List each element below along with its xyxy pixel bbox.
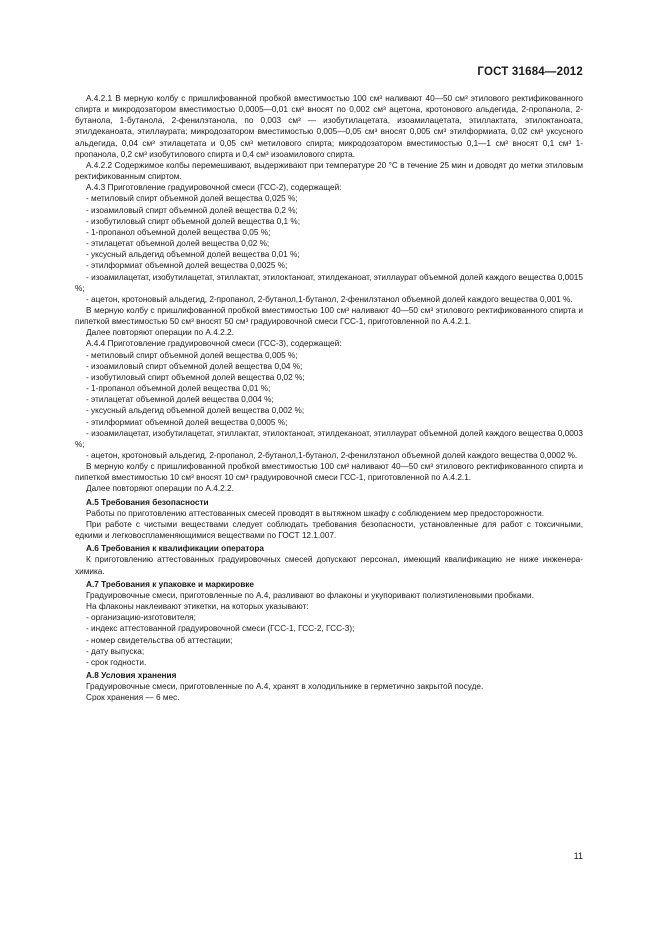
list-item: - изоамиловый спирт объемной долей вещества 0,2 %; <box>86 205 298 215</box>
list-item: - ацетон, кротоновый альдегид, 2-пропанол, 2-бутанол,1-бутанол, 2-фенилэтанол объемной долей каждого вещества 0,001 %. <box>86 294 573 304</box>
list-item: - метиловый спирт объемной долей вещества 0,005 %; <box>86 350 298 360</box>
document-body <box>75 93 583 703</box>
paragraph: Работы по приготовлению аттестованных смесей проводят в вытяжном шкафу с соблюдением мер предосторожности. <box>86 508 545 518</box>
list-item: - метиловый спирт объемной долей вещества 0,025 %; <box>86 194 298 204</box>
page-number: 11 <box>573 851 583 861</box>
list-item: - срок годности. <box>86 657 147 667</box>
list-item: - изоамилацетат, изобутилацетат, этиллактат, этилоктаноат, этилдеканоат, этиллаурат объемной долей каждого вещества 0,0003 %; <box>75 428 583 449</box>
paragraph: В мерную колбу с пришлифованной пробкой вместимостью 100 см³ наливают 40—50 см³ этилового ректификованного спирта и пипеткой вместимостью 50 см³ вносят 50 см³ градуировочной смеси ГСС-1, приготовленной по А.4.2.1. <box>75 305 583 327</box>
paragraph: Градуировочные смеси, приготовленные по А.4, разливают во флаконы и укупоривают полиэтиленовыми пробками. <box>86 590 534 600</box>
paragraph: На флаконы наклеивают этикетки, на которых указывают: <box>86 602 309 612</box>
paragraph-a422: А.4.2.2 Содержимое колбы перемешивают, выдерживают при температуре 20 °С в течение 25 мин и доводят до метки этиловым ректификованным спиртом. <box>75 160 583 182</box>
paragraph: Градуировочные смеси, приготовленные по А.4, хранят в холодильнике в герметично закрытой посуде. <box>86 682 484 692</box>
list-item: - этилацетат объемной долей вещества 0,004 %; <box>86 395 274 405</box>
paragraph: Срок хранения — 6 мес. <box>86 693 180 703</box>
section-heading-a7: А.7 Требования к упаковке и маркировке <box>86 579 254 589</box>
list-item: - ацетон, кротоновый альдегид, 2-пропанол, 2-бутанол,1-бутанол, 2-фенилэтанол объемной долей каждого вещества 0,0002 %. <box>86 451 578 460</box>
paragraph: Далее повторяют операции по А.4.2.2. <box>86 328 234 338</box>
list-item: - изобутиловый спирт объемной долей вещества 0,1 %; <box>86 216 301 226</box>
list-item: - этилацетат объемной долей вещества 0,02 %; <box>86 239 270 249</box>
list-item: - изоамиловый спирт объемной долей вещества 0,04 %; <box>86 361 303 371</box>
document-header: ГОСТ 31684—2012 <box>477 66 583 78</box>
paragraph-a421: А.4.2.1 В мерную колбу с пришлифованной пробкой вместимостью 100 см³ наливают 40—50 см³ этилового ректификованного спирта и микродозатором вместимостью 0,0005—0,01 см³ вносят по 0,002 см³ ацетона, кротонового альдегида, 2-пропанола, 2-бутанола, 1-бутанола, 2-фенилэтанола, по 0,003 см³ — изобутилацетата, изоамилацетата, этиллактата, этилоктаноата, этилдеканоата, этиллаурата; микродозатором вместимостью 0,005—0,05 см³ вносят 0,005 см³ этилформиата, 0,02 см³ уксусного альдегида, 0,04 см³ этилацетата и 0,05 см³ метилового спирта; микродозатором вместимостью 0,1—1 см³ вносят 0,1 см³ 1-пропанола, 0,2 см³ изобутилового спирта и 0,4 см³ изоамилового спирта. <box>75 94 583 159</box>
list-item: - изобутиловый спирт объемной долей вещества 0,02 %; <box>86 372 305 382</box>
section-heading-a5: А.5 Требования безопасности <box>86 497 209 507</box>
section-heading-a8: А.8 Условия хранения <box>86 670 177 680</box>
paragraph: К приготовлению аттестованных градуировочных смесей допускают персонал, имеющий квалификацию не ниже инженера-химика. <box>75 555 583 576</box>
list-item: - индекс аттестованной градуировочной смеси (ГСС-1, ГСС-2, ГСС-3); <box>86 624 355 634</box>
list-item: - дату выпуска; <box>86 646 145 656</box>
list-item: - организацию-изготовителя; <box>86 613 196 623</box>
section-heading-a6: А.6 Требования к квалификации оператора <box>86 544 264 554</box>
paragraph-a43-title: А.4.3 Приготовление градуировочной смеси (ГСС-2), содержащей: <box>86 183 342 193</box>
list-item: - уксусный альдегид объемной долей вещества 0,01 %; <box>86 250 300 260</box>
list-item: - номер свидетельства об аттестации; <box>86 635 233 645</box>
paragraph: При работе с чистыми веществами следует соблюдать требования безопасности, установленные для работ с токсичными, едкими и легковоспламеняющимися веществами по ГОСТ 12.1.007. <box>75 519 583 541</box>
list-item: - этилформиат объемной долей вещества 0,0025 %; <box>86 261 288 271</box>
paragraph: В мерную колбу с пришлифованной пробкой вместимостью 100 см³ наливают 40—50 см³ этилового ректификованного спирта и пипеткой вместимостью 10 см³ вносят 10 см³ градуировочной смеси ГСС-1, приготовленной по А.4.2.1. <box>75 462 583 483</box>
list-item: - 1-пропанол объемной долей вещества 0,01 %; <box>86 384 271 394</box>
paragraph-a44-title: А.4.4 Приготовление градуировочной смеси (ГСС-3), содержащей: <box>86 339 342 349</box>
paragraph: Далее повторяют операции по А.4.2.2. <box>86 484 234 494</box>
list-item: - изоамилацетат, изобутилацетат, этиллактат, этилоктаноат, этилдеканоат, этиллаурат объемной долей каждого вещества 0,0015 %; <box>75 272 583 293</box>
list-item: - уксусный альдегид объемной долей вещества 0,002 %; <box>86 406 305 416</box>
list-item: - этилформиат объемной долей вещества 0,0005 %; <box>86 417 288 427</box>
list-item: - 1-пропанол объемной долей вещества 0,05 %; <box>86 227 271 237</box>
